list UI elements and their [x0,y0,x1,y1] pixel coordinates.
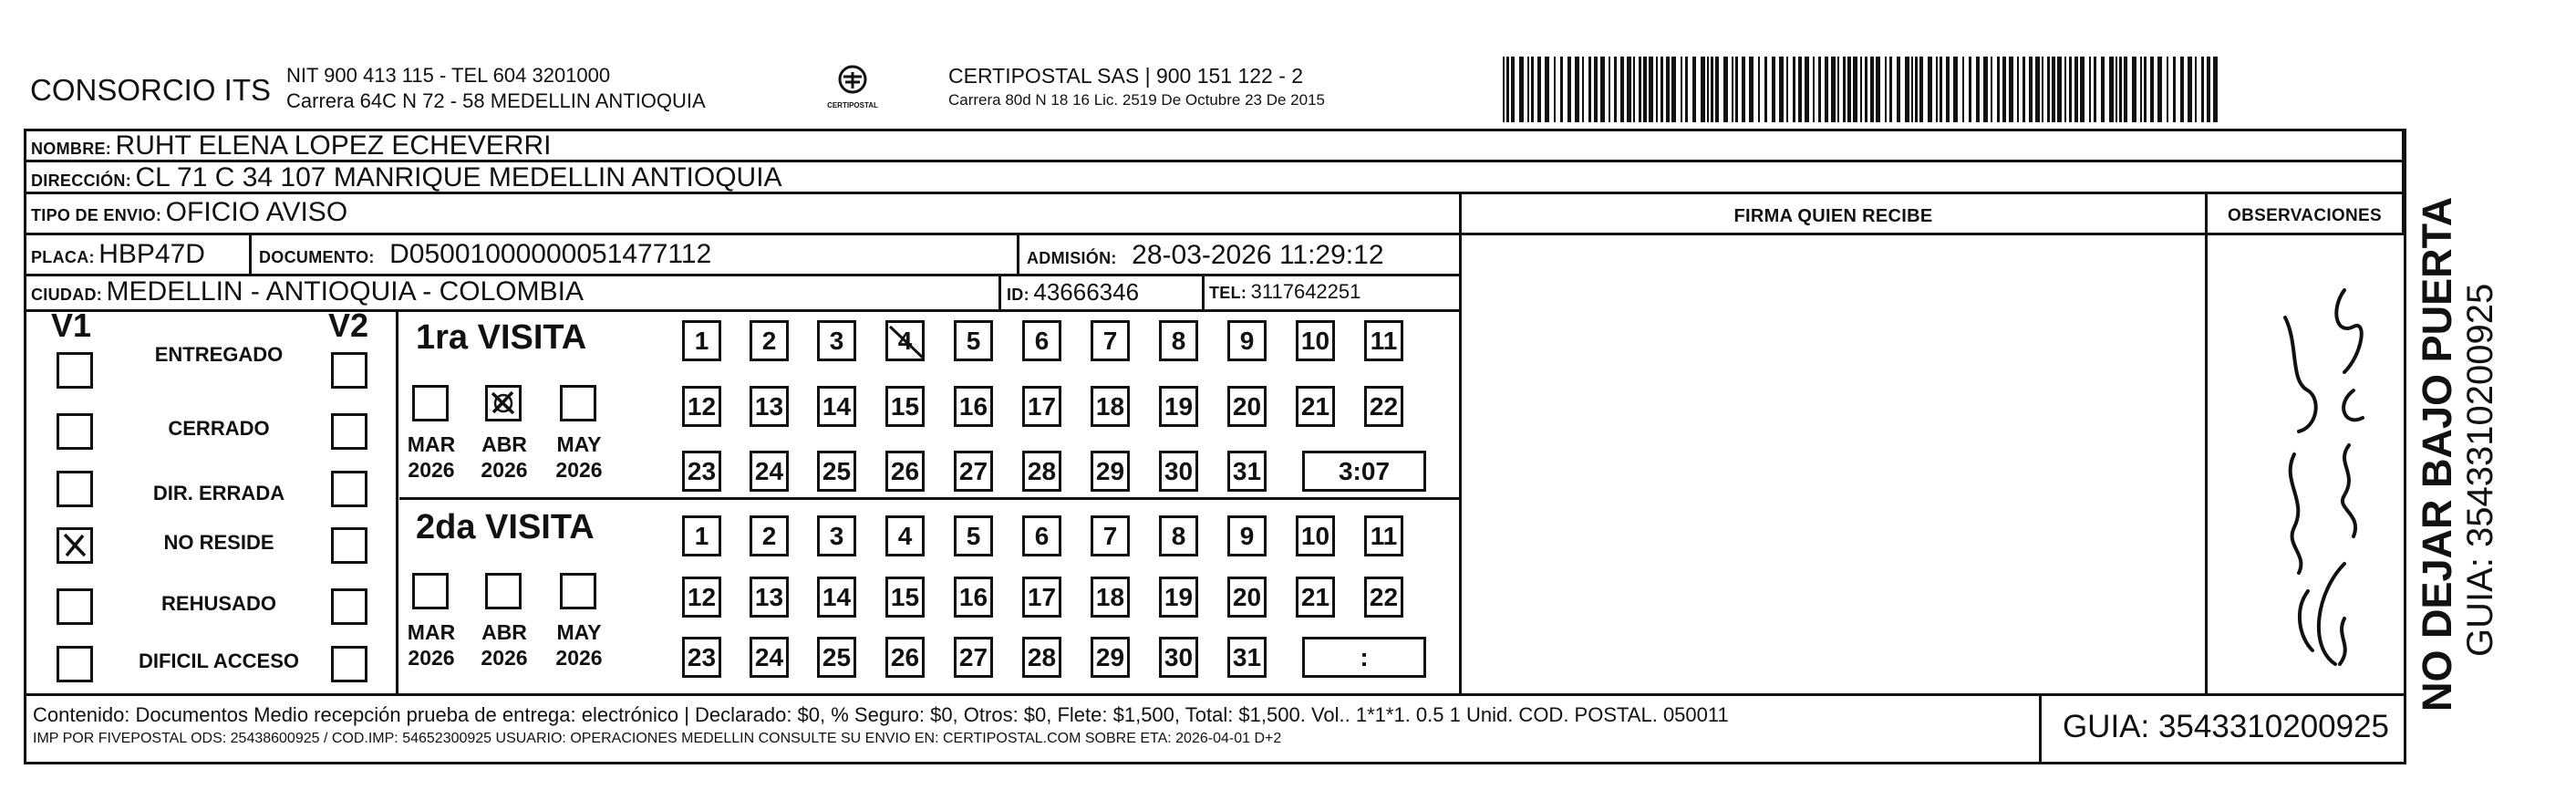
day-box[interactable]: 19 [1159,386,1198,427]
barcode-bar [2157,57,2162,122]
nombre-row [31,130,551,161]
month-label [399,431,463,483]
day-box[interactable]: 12 [682,577,721,618]
barcode-bar [1818,57,1821,122]
barcode-bar [1870,57,1874,122]
status-label: NO RESIDE [163,531,274,554]
barcode-bar [2132,57,2136,122]
day-box[interactable]: 27 [954,637,993,678]
month-name: MAY [556,620,602,644]
barcode-bar [2009,57,2013,122]
barcode-bar [1860,57,1862,122]
row-divider [24,693,2406,696]
day-box[interactable]: 6 [1022,515,1061,556]
barcode-bar [1527,57,1529,122]
barcode-bar [2173,57,2176,122]
day-box[interactable]: 11 [1364,515,1403,556]
x-mark-icon [886,321,926,373]
day-box[interactable]: 14 [817,386,856,427]
barcode-bar [2047,57,2050,122]
barcode-bar [1582,57,1584,122]
id-value: 43666346 [1033,278,1140,306]
direccion-value: CL 71 C 34 107 MANRIQUE MEDELLIN ANTIOQUIA [135,162,782,192]
barcode-bar [2029,57,2033,122]
time-box[interactable]: 3:07 [1302,451,1426,492]
day-box[interactable]: 8 [1159,515,1198,556]
id-row [1007,278,1139,307]
barcode-bar [1649,57,1653,122]
barcode-bar [1793,57,1795,122]
tel-value: 3117642251 [1250,280,1361,303]
barcode-bar [1681,57,1682,122]
v1-checkbox[interactable] [57,588,93,625]
day-box[interactable]: 3 [817,320,856,361]
ciudad-value: MEDELLIN - ANTIOQUIA - COLOMBIA [106,276,584,307]
day-box[interactable]: 31 [1227,637,1267,678]
barcode-bar [1685,57,1688,122]
barcode-bar [1911,57,1913,122]
barcode-bar [2052,57,2055,122]
barcode-bar [1643,57,1647,122]
month-checkbox[interactable] [485,385,522,421]
barcode-bar [2074,57,2078,122]
tipo-value: OFICIO AVISO [165,197,348,227]
tipo-label: TIPO DE ENVIO: [31,206,162,224]
barcode-bar [1506,57,1509,122]
month-checkbox[interactable] [560,573,596,609]
day-box[interactable]: 7 [1091,320,1130,361]
day-box[interactable]: 6 [1022,320,1061,361]
month-year: 2026 [408,646,455,670]
day-box[interactable]: 24 [750,451,789,492]
barcode-bar [1600,57,1605,122]
placa-row [31,239,205,270]
documento-label: DOCUMENTO: [259,248,375,266]
barcode-bar [1889,57,1892,122]
day-box[interactable]: 13 [750,577,789,618]
col-divider [1017,233,1019,274]
day-box[interactable]: 12 [682,386,721,427]
side-notice [2415,146,2500,712]
row-divider [24,309,1462,312]
v2-checkbox[interactable] [331,588,367,625]
barcode-bar [1701,57,1705,122]
barcode-icon [1503,57,2225,122]
barcode-bar [1715,57,1719,122]
day-box[interactable]: 20 [1227,386,1267,427]
barcode-bar [1885,57,1887,122]
day-box[interactable]: 9 [1227,515,1267,556]
month-year: 2026 [481,458,528,482]
day-box[interactable]: 31 [1227,451,1267,492]
barcode-bar [2140,57,2142,122]
day-box[interactable]: 24 [750,637,789,678]
barcode-bar [1614,57,1617,122]
barcode-bar [1991,57,1992,122]
barcode-bar [1609,57,1610,122]
barcode-bar [1758,57,1760,122]
barcode-bar [2195,57,2197,122]
col-divider [396,309,398,696]
day-box[interactable]: 26 [885,637,925,678]
day-box[interactable]: 25 [817,451,856,492]
company-address: Carrera 64C N 72 - 58 MEDELLIN ANTIOQUIA [286,89,706,112]
barcode-bar [2057,57,2062,122]
barcode-bar [2207,57,2210,122]
barcode-bar [1732,57,1733,122]
barcode-bar [2109,57,2114,122]
day-box[interactable]: 14 [817,577,856,618]
barcode-bar [1853,57,1857,122]
direccion-label: DIRECCIÓN: [31,172,131,190]
logo-icon [834,64,871,97]
day-box[interactable]: 29 [1091,451,1130,492]
certipostal-logo [821,64,885,115]
direccion-row [31,162,782,193]
barcode-bar [1723,57,1728,122]
day-box[interactable]: 23 [682,637,721,678]
day-box[interactable]: 16 [954,386,993,427]
barcode-bar [1798,57,1802,122]
month-name: MAR [407,432,456,456]
row-divider [399,497,1462,500]
barcode-bar [2167,57,2168,122]
day-box[interactable]: 8 [1159,320,1198,361]
barcode-bar [1764,57,1767,122]
month-checkbox[interactable] [560,385,596,421]
barcode-bar [1983,57,1988,122]
barcode-bar [2116,57,2117,122]
day-box[interactable]: 30 [1159,637,1198,678]
barcode-bar [2201,57,2204,122]
firma-label: FIRMA QUIEN RECIBE [1733,206,1933,226]
month-checkbox[interactable] [412,573,449,609]
barcode-bar [2042,57,2043,122]
day-box[interactable]: 4 [885,320,925,361]
v2-header: V2 [328,307,369,344]
day-box[interactable]: 7 [1091,515,1130,556]
logo-caption: CERTIPOSTAL [827,101,878,109]
col-divider [1202,274,1205,309]
status-label: ENTREGADO [154,343,284,366]
day-box[interactable]: 29 [1091,637,1130,678]
documento-row [259,239,711,270]
month-label [472,619,536,670]
day-box[interactable]: 21 [1296,386,1335,427]
status-label: REHUSADO [161,592,276,615]
day-box[interactable]: 2 [750,515,789,556]
tel-row [1209,280,1360,304]
day-box[interactable]: 17 [1022,577,1061,618]
col-divider [998,274,1001,309]
day-box[interactable]: 22 [1364,577,1403,618]
barcode-bar [2002,57,2006,122]
month-year: 2026 [555,458,603,482]
barcode-bar [1656,57,1658,122]
barcode-bar [1837,57,1839,122]
barcode-bar [2150,57,2154,122]
barcode-bar [1897,57,1900,122]
day-box[interactable]: 30 [1159,451,1198,492]
signature-area[interactable] [1463,235,2203,691]
day-box[interactable]: 23 [682,451,721,492]
month-year: 2026 [555,646,603,670]
month-label [547,619,611,670]
barcode-bar [2035,57,2040,122]
documento-value: D05001000000051477112 [389,239,712,269]
day-box[interactable]: 15 [885,386,925,427]
status-label: DIFICIL ACCESO [138,650,299,672]
barcode-bar [2017,57,2019,122]
barcode-bar [1735,57,1738,122]
day-box[interactable]: 17 [1022,386,1061,427]
second-visit-title: 2da VISITA [416,508,595,546]
v2-checkbox[interactable] [331,352,367,389]
barcode-bar [1962,57,1964,122]
barcode-bar [1805,57,1809,122]
day-box[interactable]: 22 [1364,386,1403,427]
day-box[interactable]: 26 [885,451,925,492]
month-year: 2026 [408,458,455,482]
admision-row [1027,240,1384,271]
barcode-bar [1531,57,1534,122]
barcode-bar [1825,57,1828,122]
col-divider [2402,129,2405,233]
placa-value: HBP47D [98,239,205,269]
placa-label: PLACA: [31,248,95,266]
barcode-bar [1928,57,1932,122]
tel-label: TEL: [1209,284,1247,302]
v1-checkbox[interactable] [57,352,93,389]
day-box[interactable]: 18 [1091,386,1130,427]
barcode-bar [1692,57,1696,122]
barcode-bar [1594,57,1598,122]
barcode-bar [1831,57,1836,122]
barcode-bar [1567,57,1571,122]
time-box[interactable]: : [1302,637,1426,678]
carrier-name: CERTIPOSTAL SAS | 900 151 122 - 2 [948,64,1304,88]
barcode-bar [1588,57,1591,122]
barcode-bar [2188,57,2192,122]
footer-imp: IMP POR FIVEPOSTAL ODS: 25438600925 / COD.IMP: 54652300925 USUARIO: OPERACIONES MEDELLIN CONSULTE SU ENVIO EN: CERTIPOSTAL.COM SOBRE ETA: 2026-04-01 D+2 [33,731,1282,746]
barcode-bar [2119,57,2122,122]
observaciones-area[interactable] [2208,235,2402,691]
barcode-bar [1575,57,1579,122]
v2-checkbox[interactable] [331,527,367,564]
col-divider [2039,693,2042,764]
barcode-bar [1946,57,1950,122]
day-box[interactable]: 1 [682,515,721,556]
day-box[interactable]: 25 [817,637,856,678]
day-box[interactable]: 19 [1159,577,1198,618]
v2-checkbox[interactable] [331,646,367,682]
footer-guia: GUIA: 3543310200925 [2062,709,2390,744]
tipo-row [31,197,347,228]
v1-header: V1 [51,307,92,344]
day-box[interactable]: 15 [885,577,925,618]
v2-checkbox[interactable] [331,471,367,507]
barcode-bar [2064,57,2066,122]
day-box[interactable]: 4 [885,515,925,556]
barcode-bar [1749,57,1754,122]
nombre-value: RUHT ELENA LOPEZ ECHEVERRI [115,130,552,161]
barcode-bar [1620,57,1624,122]
month-checkbox[interactable] [485,573,522,609]
barcode-bar [1997,57,2000,122]
side-warning: NO DEJAR BAJO PUERTA [2414,196,2460,712]
nombre-label: NOMBRE: [31,140,112,158]
barcode-bar [1545,57,1549,122]
v1-checkbox[interactable] [57,646,93,682]
x-mark-icon [59,530,90,561]
barcode-bar [2213,57,2218,122]
day-box[interactable]: 21 [1296,577,1335,618]
day-box[interactable]: 3 [817,515,856,556]
day-box[interactable]: 28 [1022,451,1061,492]
barcode-bar [1627,57,1631,122]
first-visit-title: 1ra VISITA [416,318,587,357]
month-name: MAY [556,432,602,456]
footer-contenido: Contenido: Documentos Medio recepción prueba de entrega: electrónico | Declarado: $0, % Seguro: $0, Otros: $0, Flete: $1,500, Total: $1,500. Vol.. 1*1*1. 0.5 1 Unid. COD. POSTAL. 050011 [33,703,1729,726]
day-box[interactable]: 10 [1296,515,1335,556]
barcode-bar [1969,57,1971,122]
day-box[interactable]: 28 [1022,637,1061,678]
month-year: 2026 [481,646,528,670]
day-box[interactable]: 5 [954,515,993,556]
handwritten-note-icon [2208,235,2402,691]
barcode-bar [2101,57,2105,122]
barcode-bar [1813,57,1815,122]
ciudad-row [31,276,584,307]
status-label: CERRADO [168,417,270,440]
barcode-bar [1779,57,1784,122]
barcode-bar [1707,57,1709,122]
barcode-bar [1554,57,1556,122]
row-divider [1003,274,1462,276]
month-name: MAR [407,620,456,644]
barcode-bar [2080,57,2085,122]
month-checkbox[interactable] [412,385,449,421]
side-guia: GUIA: 3543310200925 [2460,283,2500,657]
barcode-bar [1936,57,1938,122]
status-label: DIR. ERRADA [152,482,285,504]
barcode-bar [1742,57,1745,122]
barcode-bar [1786,57,1788,122]
col-divider [249,233,252,274]
day-box[interactable]: 13 [750,386,789,427]
day-box[interactable]: 16 [954,577,993,618]
v1-checkbox[interactable] [57,471,93,507]
x-mark-icon [488,388,519,419]
barcode-bar [1772,57,1775,122]
barcode-bar [1940,57,1942,122]
month-name: ABR [481,620,527,644]
barcode-bar [1639,57,1641,122]
day-box[interactable]: 11 [1364,320,1403,361]
company-name: CONSORCIO ITS [30,73,272,107]
barcode-bar [1953,57,1958,122]
day-box[interactable]: 2 [750,320,789,361]
barcode-bar [1905,57,1909,122]
day-box[interactable]: 20 [1227,577,1267,618]
barcode-bar [2124,57,2127,122]
admision-label: ADMISIÓN: [1027,249,1117,267]
barcode-bar [2094,57,2096,122]
barcode-bar [1915,57,1918,122]
month-label [472,431,536,483]
day-box[interactable]: 18 [1091,577,1130,618]
barcode-bar [1876,57,1880,122]
barcode-bar [1711,57,1713,122]
barcode-bar [1519,57,1524,122]
barcode-bar [1511,57,1515,122]
ciudad-label: CIUDAD: [31,286,103,304]
barcode-bar [2069,57,2072,122]
observaciones-label: OBSERVACIONES [2228,206,2382,225]
v1-checkbox[interactable] [57,527,93,564]
barcode-bar [1919,57,1923,122]
month-name: ABR [481,432,527,456]
barcode-bar [1560,57,1563,122]
v2-checkbox[interactable] [331,413,367,450]
day-box[interactable]: 9 [1227,320,1267,361]
barcode-bar [2023,57,2025,122]
day-box[interactable]: 27 [954,451,993,492]
carrier-address: Carrera 80d N 18 16 Lic. 2519 De Octubre 23 De 2015 [948,91,1325,109]
barcode-bar [1503,57,1505,122]
barcode-bar [1847,57,1851,122]
barcode-bar [1976,57,1980,122]
day-box[interactable]: 5 [954,320,993,361]
barcode-bar [1660,57,1663,122]
barcode-bar [2089,57,2091,122]
id-label: ID: [1007,286,1029,304]
day-box[interactable]: 10 [1296,320,1335,361]
company-nit: NIT 900 413 115 - TEL 604 3201000 [286,64,611,87]
barcode-bar [1671,57,1676,122]
day-box[interactable]: 1 [682,320,721,361]
barcode-bar [1865,57,1867,122]
admision-value: 28-03-2026 11:29:12 [1132,240,1384,270]
month-label [547,431,611,483]
barcode-bar [1666,57,1670,122]
month-label [399,619,463,670]
barcode-bar [1843,57,1846,122]
barcode-bar [2180,57,2184,122]
barcode-bar [1633,57,1635,122]
barcode-bar [2144,57,2147,122]
barcode-bar [1537,57,1541,122]
col-divider [1459,192,1462,696]
v1-checkbox[interactable] [57,413,93,450]
